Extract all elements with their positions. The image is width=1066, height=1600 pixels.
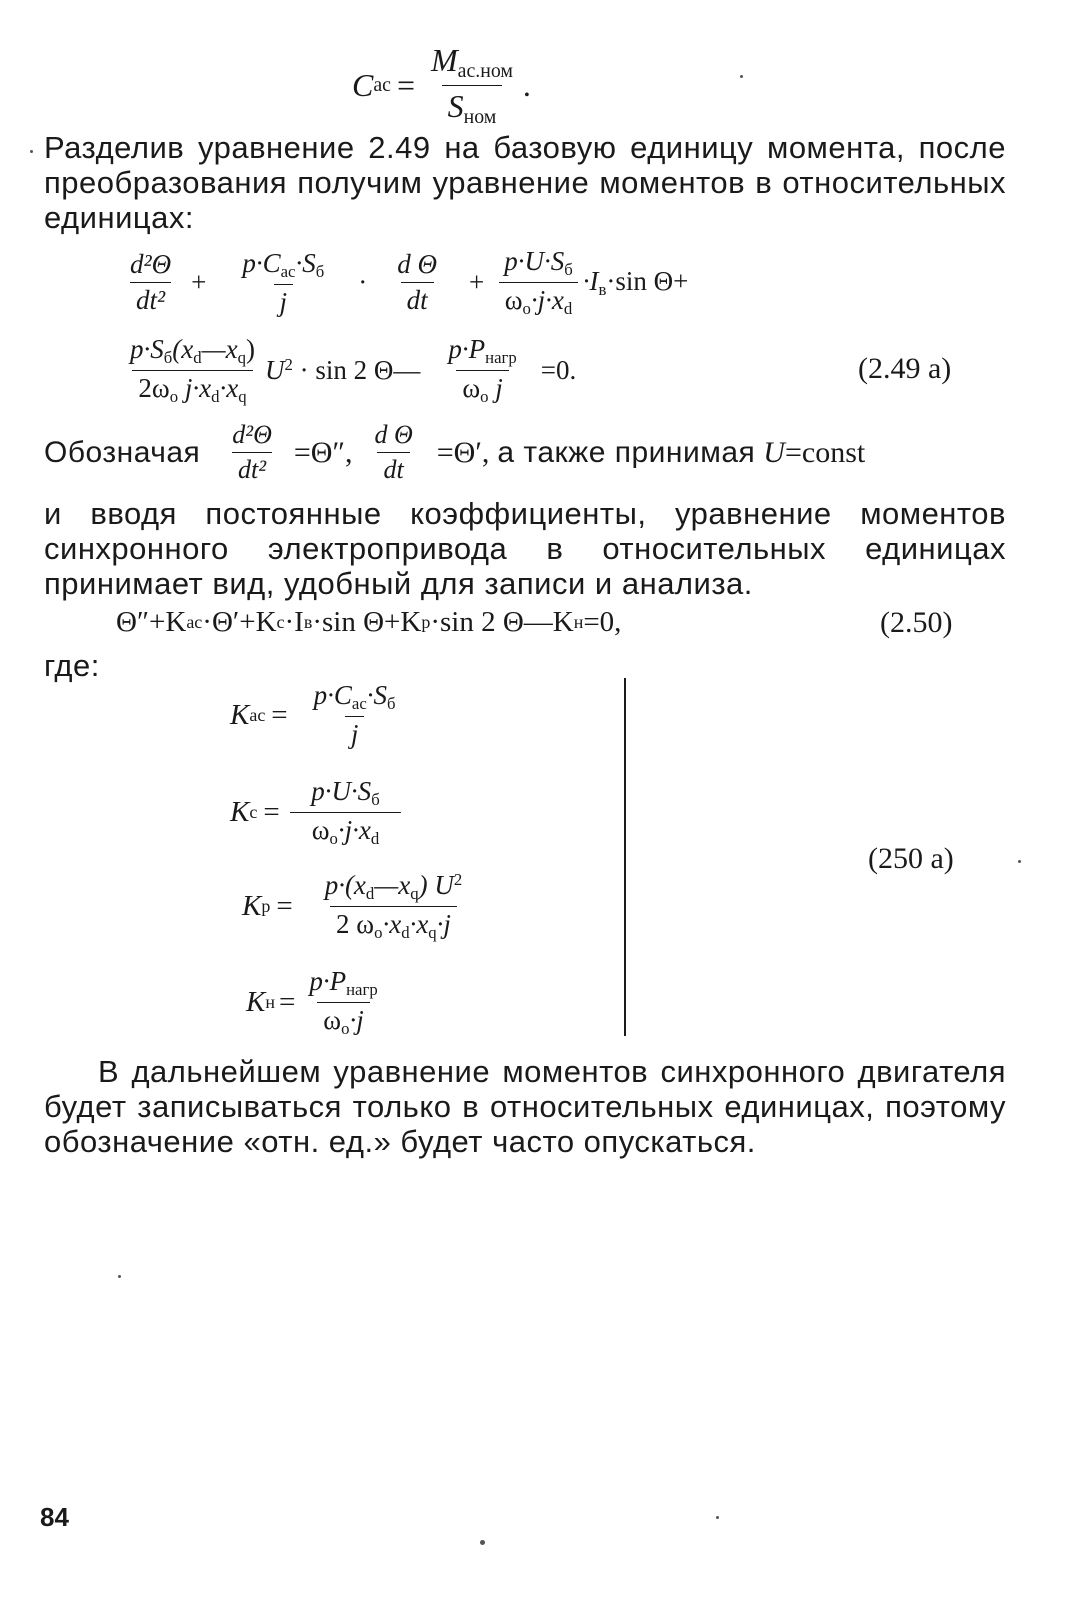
where-label: где: [44,648,100,683]
paragraph-2: и вводя постоянные коэффициенты, уравнение моментов синхронного электропривода в относительных единицах принимает вид, удобный для записи и анализа. [44,496,1006,601]
paragraph-3: В дальнейшем уравнение моментов синхронного двигателя будет записываться только в относительных единицах, поэтому обозначение «отн. ед.» будет часто опускаться. [44,1054,1006,1159]
equation-249a-line2: $\frac{p\cdot S_б(x_d—x_q)}{2\omega_o j\cdot x_d\cdot x_q}$ $U^2 \cdot \sin 2$ Θ— $\frac{p\cdot P_{нагр}}{\omega_o j}$ =0. [130,334,577,407]
paragraph-1: Разделив уравнение 2.49 на базовую единицу момента, после преобразования получим уравнение моментов в относительных единицах: [44,130,1006,235]
scan-speck [30,150,33,153]
coef-kn: K н = $\frac{p\cdot P_{нагр}}{\omega_o\cdot j}$ [246,966,378,1039]
scan-speck [1018,860,1021,863]
formula-c-ac: C ac = $\frac{M_{ac.ном}}{S_{ном}}$ . [352,42,531,128]
coef-kc: K c = $\frac{p\cdot U\cdot S_б}{\omega_o\cdot j\cdot x_d}$ [230,776,405,849]
coefficients-bracket [618,678,626,1036]
page-number: 84 [40,1502,69,1532]
equation-number-249a: (2.49 a) [858,352,952,385]
period: . [522,66,531,103]
fraction-c-ac: $\frac{M_{ac.ном}}{S_{ном}}$ [431,42,513,128]
scan-speck [118,1275,121,1278]
coef-kp: K p = $\frac{p\cdot(x_d—x_q) U^2}{2 \omega_o\cdot x_d\cdot x_q\cdot j}$ [242,870,463,943]
equation-249a-line1: $\frac{\text{d²Θ}}{\text{dt²}}$ + $\frac{p\cdot C_{ac}\cdot S_б}{j}$ · $\frac{\text{d Θ}}{dt}$ + $\frac{p\cdot U\cdot S_б}{\omega_o\cdot j\cdot x_d}$ $\cdot I_в\cdot\sin$ Θ+ [130,246,689,319]
c-ac-symbol: C [352,66,374,103]
equation-250: Θ″+K ac ·Θ′+K c ·I в ·sin Θ+K p ·sin 2 Θ—K н =0, [116,606,622,638]
scan-speck [740,75,743,78]
coef-kac: K ac = $\frac{p\cdot C_{ac}\cdot S_б}{j}$ [230,680,396,750]
designation-line: Обозначая $\frac{\text{d²Θ}}{\text{dt²}}$ =Θ″, $\frac{\text{d Θ}}{dt}$ =Θ′, а также принимая U =const [44,420,866,484]
equals-sign: = [396,66,415,103]
scan-speck [480,1540,485,1545]
scan-speck [716,1516,719,1519]
equation-number-250: (2.50) [880,606,953,639]
equation-number-250a: (250 a) [868,842,954,875]
